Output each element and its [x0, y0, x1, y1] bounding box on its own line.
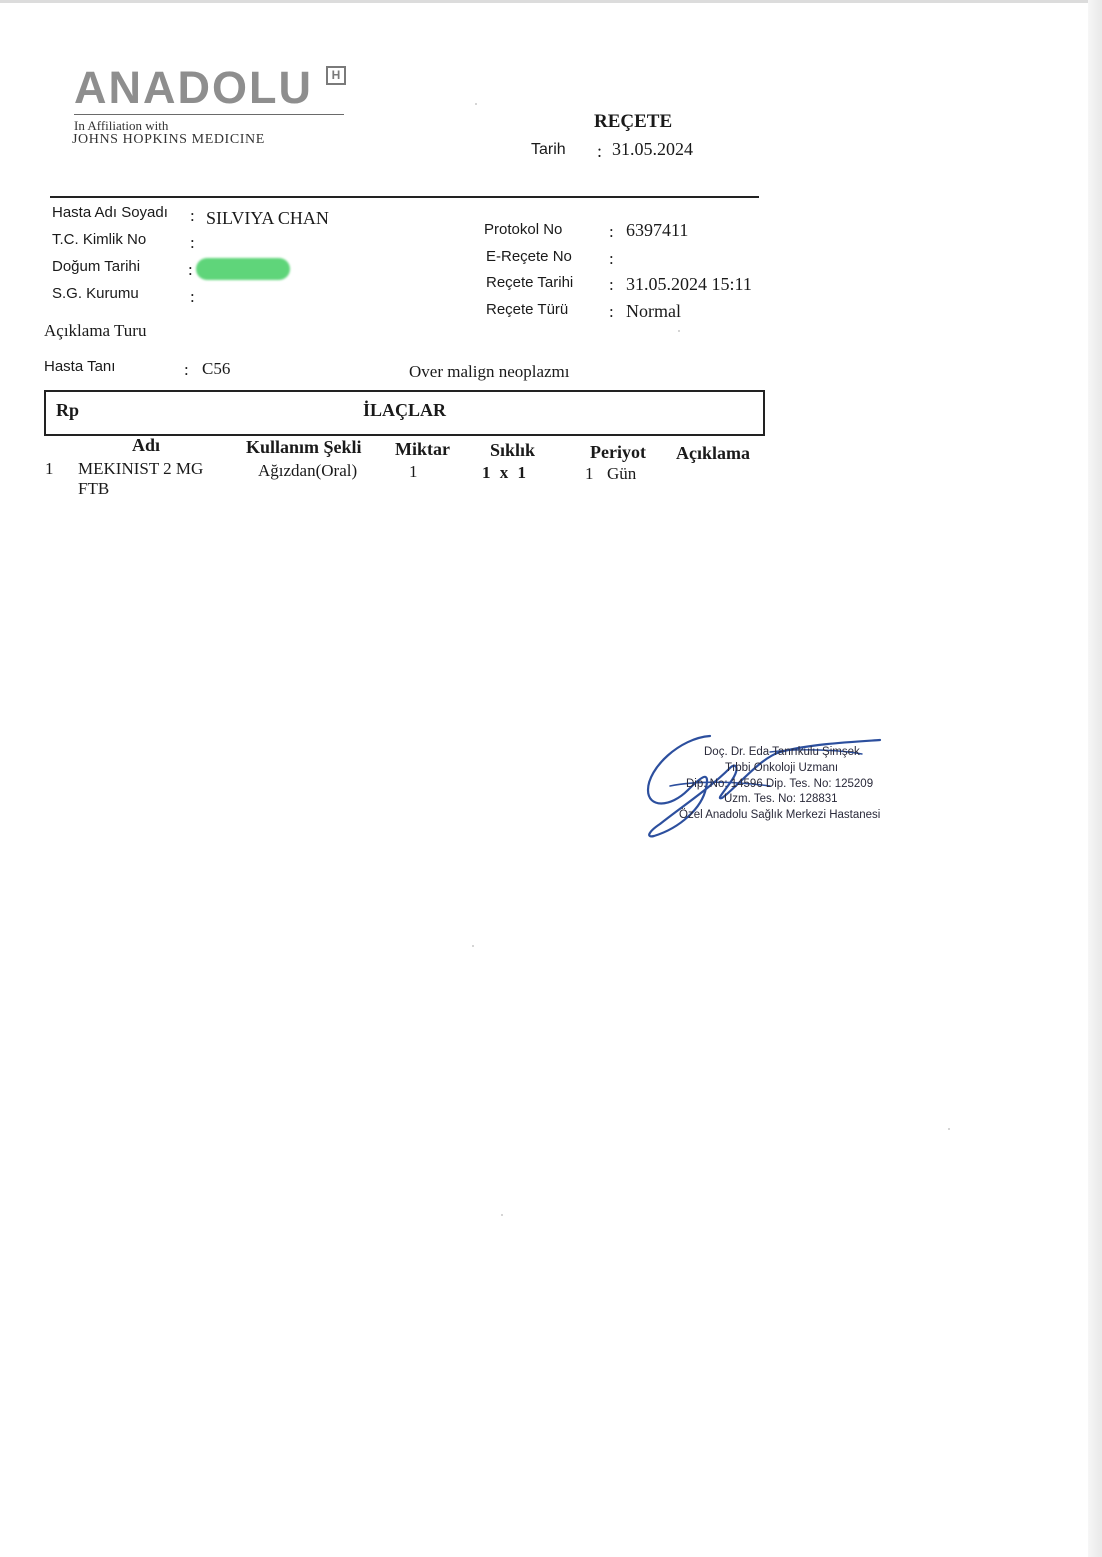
- colon: :: [188, 260, 193, 279]
- rp-label: Rp: [56, 400, 80, 420]
- date-label: Tarih: [531, 141, 566, 158]
- recete-tarihi-value: 31.05.2024 15:11: [626, 274, 752, 294]
- signature-line-2: Tıbbi Onkoloji Uzmanı: [725, 762, 839, 774]
- birth-date-label: Doğum Tarihi: [52, 258, 141, 275]
- col-header-quantity: Miktar: [395, 439, 450, 459]
- hospital-logo: ANADOLU: [74, 62, 313, 113]
- recete-tarihi-label: Reçete Tarihi: [486, 274, 574, 291]
- scan-speck: [472, 945, 474, 947]
- page-right-shadow: [1088, 0, 1102, 1557]
- colon: :: [609, 302, 614, 321]
- col-header-name: Adı: [132, 435, 161, 455]
- colon: :: [609, 275, 614, 294]
- date-value: 31.05.2024: [612, 139, 693, 159]
- affiliation-line-1: In Affiliation with: [74, 118, 169, 133]
- diagnosis-code: C56: [202, 359, 231, 378]
- col-header-frequency: Sıklık: [490, 440, 536, 460]
- diagnosis-label: Hasta Tanı: [44, 358, 116, 375]
- colon: :: [190, 233, 195, 252]
- affiliation-line-2: JOHNS HOPKINS MEDICINE: [72, 132, 265, 147]
- sg-kurumu-label: S.G. Kurumu: [52, 285, 139, 302]
- protokol-value: 6397411: [626, 220, 689, 240]
- colon: :: [190, 287, 195, 306]
- recete-turu-value: Normal: [626, 301, 681, 321]
- scan-speck: [948, 1128, 950, 1130]
- logo-h-badge-icon: H: [326, 66, 346, 85]
- redaction-mark: [196, 258, 290, 280]
- colon: :: [190, 206, 195, 225]
- signature-line-1: Doç. Dr. Eda Tanrıkulu Şimşek: [704, 746, 860, 758]
- drug-name: MEKINIST 2 MG: [78, 459, 204, 478]
- signature-line-4: Uzm. Tes. No: 128831: [724, 793, 838, 805]
- signature-line-3: Dip. No: 14596 Dip. Tes. No: 125209: [686, 778, 874, 790]
- protokol-label: Protokol No: [484, 221, 563, 238]
- scan-speck: [501, 1214, 503, 1216]
- drug-frequency: 1 x 1: [482, 463, 526, 482]
- document-title: REÇETE: [594, 111, 673, 132]
- col-header-period: Periyot: [590, 442, 646, 462]
- colon: :: [609, 222, 614, 241]
- recete-turu-label: Reçete Türü: [486, 301, 569, 318]
- colon: :: [609, 249, 614, 268]
- drug-period-count: 1: [585, 464, 594, 483]
- colon: :: [184, 360, 189, 379]
- patient-name-label: Hasta Adı Soyadı: [52, 204, 168, 221]
- col-header-usage: Kullanım Şekli: [246, 437, 362, 457]
- drugs-title: İLAÇLAR: [363, 400, 447, 420]
- patient-name-value: SILVIYA CHAN: [206, 208, 329, 228]
- row-index: 1: [45, 459, 54, 478]
- drug-form: FTB: [78, 479, 110, 498]
- date-colon: :: [597, 141, 603, 161]
- drug-usage: Ağızdan(Oral): [258, 461, 358, 480]
- page-top-edge: [0, 0, 1102, 3]
- diagnosis-text: Over malign neoplazmı: [409, 362, 570, 381]
- col-header-notes: Açıklama: [676, 443, 750, 463]
- aciklama-turu-label: Açıklama Turu: [44, 321, 147, 340]
- logo-divider: [74, 114, 344, 115]
- signature-line-5: Özel Anadolu Sağlık Merkezi Hastanesi: [679, 809, 881, 821]
- e-recete-label: E-Reçete No: [486, 248, 572, 265]
- tc-kimlik-label: T.C. Kimlik No: [52, 231, 147, 248]
- scan-speck: [678, 330, 680, 332]
- scan-speck: [475, 103, 477, 105]
- drug-period-unit: Gün: [607, 464, 637, 483]
- drug-quantity: 1: [409, 462, 418, 481]
- header-divider: [50, 196, 759, 198]
